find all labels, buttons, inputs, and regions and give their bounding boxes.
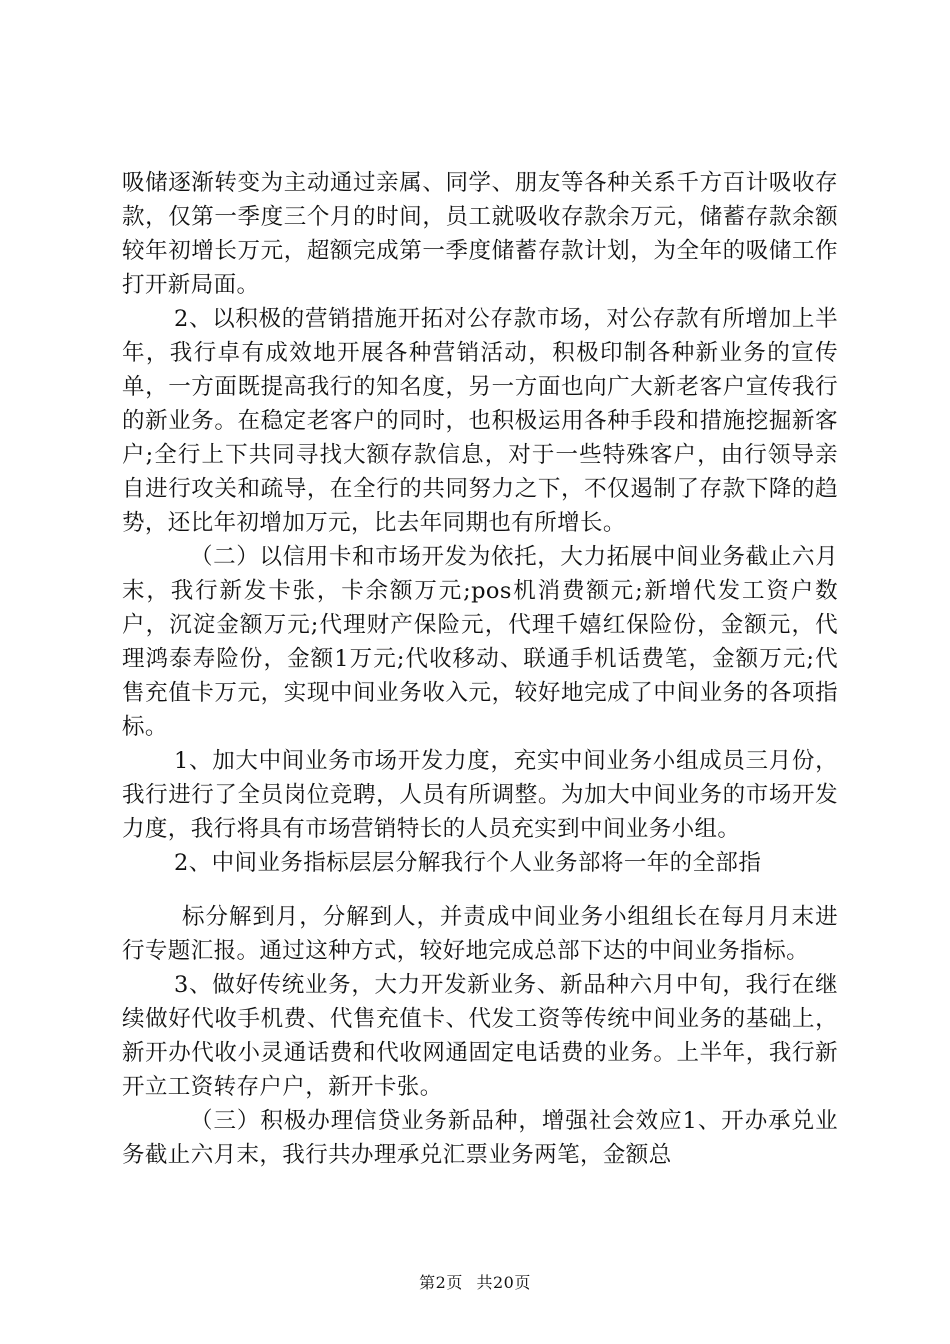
page-total: 共20页 [476, 1273, 531, 1292]
paragraph-indicator-breakdown-cont: 标分解到月，分解到人，并责成中间业务小组组长在每月月末进行专题汇报。通过这种方式，较好地完成总部下达的中间业务指标。 [122, 904, 838, 964]
paragraph-section-three: （三）积极办理信贷业务新品种，增强社会效应1、开办承兑业务截止六月末，我行共办理承兑汇票业务两笔，金额总 [122, 1108, 838, 1168]
page-number: 第2页 [419, 1273, 463, 1292]
paragraph-continuation: 吸储逐渐转变为主动通过亲属、同学、朋友等各种关系千方百计吸收存款，仅第一季度三个月的时间，员工就吸收存款余万元，储蓄存款余额较年初增长万元，超额完成第一季度储蓄存款计划，为全年的吸储工作打开新局面。 [122, 170, 838, 298]
paragraph-indicator-breakdown: 2、中间业务指标层层分解我行个人业务部将一年的全部指 [174, 850, 762, 876]
paragraph-section-two: （二）以信用卡和市场开发为依托，大力拓展中间业务截止六月末，我行新发卡张，卡余额万元;pos机消费额元;新增代发工资户数户，沉淀金额万元;代理财产保险元，代理千嬉红保险份，金额元，代理鸿泰寿险份，金额1万元;代收移动、联通手机话费笔，金额万元;代售充值卡万元，实现中间业务收入元，较好地完成了中间业务的各项指标。 [122, 544, 838, 740]
body-text-lower [122, 900, 838, 1172]
page-footer [0, 1273, 950, 1293]
paragraph-market-development: 1、加大中间业务市场开发力度，充实中间业务小组成员三月份，我行进行了全员岗位竞聘，人员有所调整。为加大中间业务的市场开发力度，我行将具有市场营销特长的人员充实到中间业务小组。 [122, 748, 838, 842]
paragraph-corporate-deposits: 2、以积极的营销措施开拓对公存款市场，对公存款有所增加上半年，我行卓有成效地开展各种营销活动，积极印制各种新业务的宣传单，一方面既提高我行的知名度，另一方面也向广大新老客户宣传我行的新业务。在稳定老客户的同时，也积极运用各种手段和措施挖掘新客户;全行上下共同寻找大额存款信息，对于一些特殊客户，由行领导亲自进行攻关和疏导，在全行的共同努力之下，不仅遏制了存款下降的趋势，还比年初增加万元，比去年同期也有所增长。 [122, 306, 838, 536]
body-text-upper [122, 166, 838, 880]
paragraph-traditional-business: 3、做好传统业务，大力开发新业务、新品种六月中旬，我行在继续做好代收手机费、代售充值卡、代发工资等传统中间业务的基础上，新开办代收小灵通话费和代收网通固定电话费的业务。上半年，我行新开立工资转存户户，新开卡张。 [122, 972, 838, 1100]
